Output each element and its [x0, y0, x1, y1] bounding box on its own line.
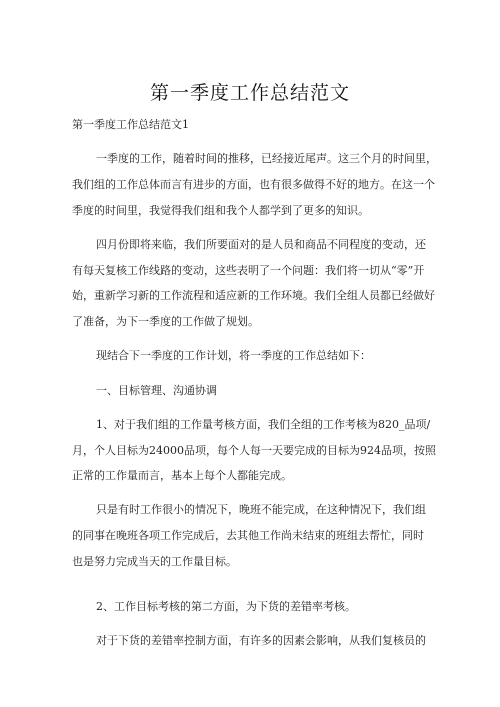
paragraph-5-line-2: 月，个人目标为24000品项，每个人每一天要完成的目标为924品项，按照	[72, 444, 436, 457]
paragraph-6-line-1: 只是有时工作很小的情况下，晚班不能完成，在这种情况下，我们组	[96, 503, 426, 516]
paragraph-2-line-3: 始，重新学习新的工作流程和适应新的工作环境。我们全组人员都已经做好	[72, 289, 435, 302]
paragraph-8-line-1: 对于下货的差错率控制方面，有许多的因素会影响，从我们复核员的	[96, 634, 426, 647]
paragraph-7-line-1: 2、工作目标考核的第二方面，为下货的差错率考核。	[96, 600, 356, 613]
document-title: 第一季度工作总结范文	[149, 82, 350, 104]
paragraph-5-line-1: 1、对于我们组的工作量考核方面，我们全组的工作考核为820_品项/	[96, 418, 431, 431]
paragraph-1-line-2: 我们组的工作总体而言有进步的方面，也有很多做得不好的地方。在这一个	[72, 178, 435, 191]
document-subtitle: 第一季度工作总结范文1	[72, 118, 189, 131]
paragraph-1-line-3: 季度的时间里，我觉得我们组和我个人都学到了更多的知识。	[72, 204, 369, 217]
paragraph-5-line-3: 正常的工作量而言，基本上每个人都能完成。	[72, 469, 292, 482]
paragraph-6-line-3: 也是努力完成当天的工作量目标。	[72, 555, 237, 568]
paragraph-2-line-4: 了准备，为下一季度的工作做了规划。	[72, 315, 259, 328]
paragraph-2-line-1: 四月份即将来临，我们所要面对的是人员和商品不同程度的变动，还	[96, 238, 426, 251]
section-heading-1: 一、目标管理、沟通协调	[96, 384, 217, 397]
paragraph-6-line-2: 的同事在晚班各项工作完成后，去其他工作尚未结束的班组去帮忙，同时	[72, 529, 424, 542]
paragraph-3-line-1: 现结合下一季度的工作计划，将一季度的工作总结如下：	[96, 349, 371, 362]
paragraph-2-line-2: 有每天复核工作线路的变动，这些表明了一个问题：我们将一切从“零”开	[72, 264, 425, 277]
paragraph-1-line-1: 一季度的工作，随着时间的推移，已经接近尾声。这三个月的时间里，	[96, 152, 437, 165]
